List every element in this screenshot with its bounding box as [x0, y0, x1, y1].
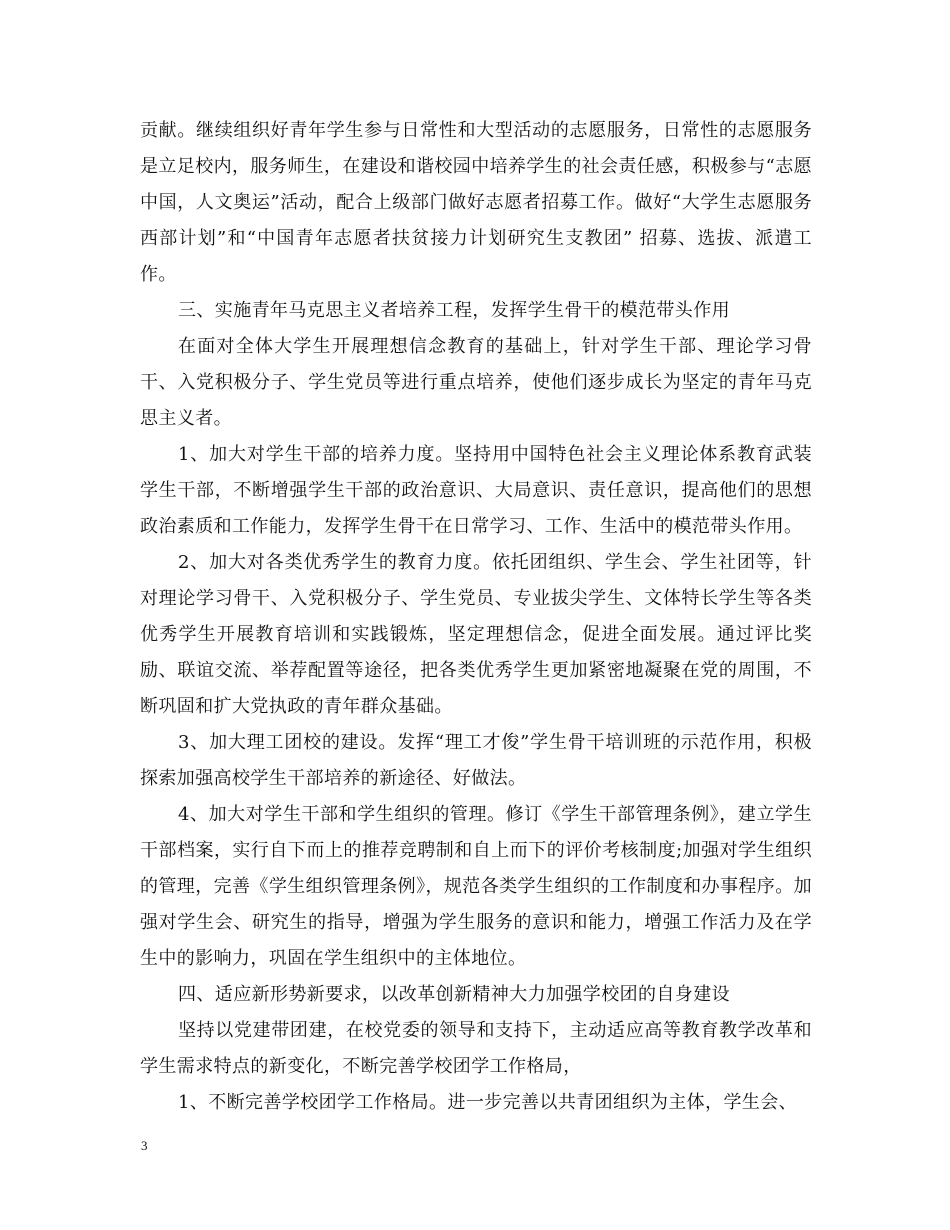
document-body — [140, 113, 812, 1121]
paragraph-item-1-cadre-training: 1、加大对学生干部的培养力度。坚持用中国特色社会主义理论体系教育武装学生干部，不断增强学生干部的政治意识、大局意识、责任意识，提高他们的思想政治素质和工作能力，发挥学生骨干在日常学习、工作、生活中的模范带头作用。 — [140, 444, 812, 537]
paragraph-party-building: 坚持以党建带团建，在校党委的领导和支持下，主动适应高等教育教学改革和学生需求特点的新变化，不断完善学校团学工作格局， — [140, 1020, 812, 1077]
page-number: 3 — [141, 1138, 148, 1153]
section-heading-marxist-training: 三、实施青年马克思主义者培养工程，发挥学生骨干的模范带头作用 — [178, 300, 730, 321]
paragraph-volunteer-service: 贡献。继续组织好青年学生参与日常性和大型活动的志愿服务，日常性的志愿服务是立足校内，服务师生，在建设和谐校园中培养学生的社会责任感，积极参与“志愿中国，人文奥运”活动，配合上级部门做好志愿者招募工作。做好“大学生志愿服务西部计划”和“中国青年志愿者扶贫接力计划研究生支教团” 招募、选拔、派遣工作。 — [140, 120, 812, 285]
paragraph-ideals-education: 在面对全体大学生开展理想信念教育的基础上，针对学生干部、理论学习骨干、入党积极分子、学生党员等进行重点培养，使他们逐步成长为坚定的青年马克思主义者。 — [140, 336, 812, 429]
paragraph-item-3-league-school: 3、加大理工团校的建设。发挥“理工才俊”学生骨干培训班的示范作用，积极探索加强高校学生干部培养的新途径、好做法。 — [140, 732, 812, 789]
section-heading-self-building: 四、适应新形势新要求，以改革创新精神大力加强学校团的自身建设 — [178, 984, 730, 1005]
paragraph-item-4-management: 4、加大对学生干部和学生组织的管理。修订《学生干部管理条例》，建立学生干部档案，实行自下而上的推荐竞聘制和自上而下的评价考核制度;加强对学生组织的管理，完善《学生组织管理条例》，规范各类学生组织的工作制度和办事程序。加强对学生会、研究生的指导，增强为学生服务的意识和能力，增强工作活力及在学生中的影响力，巩固在学生组织中的主体地位。 — [140, 804, 812, 969]
paragraph-item-2-excellent-students: 2、加大对各类优秀学生的教育力度。依托团组织、学生会、学生社团等，针对理论学习骨干、入党积极分子、学生党员、专业拔尖学生、文体特长学生等各类优秀学生开展教育培训和实践锻炼，坚定理想信念，促进全面发展。通过评比奖励、联谊交流、举荐配置等途径，把各类优秀学生更加紧密地凝聚在党的周围，不断巩固和扩大党执政的青年群众基础。 — [140, 552, 812, 717]
paragraph-item-1-work-structure: 1、不断完善学校团学工作格局。进一步完善以共青团组织为主体，学生会、 — [178, 1092, 798, 1113]
